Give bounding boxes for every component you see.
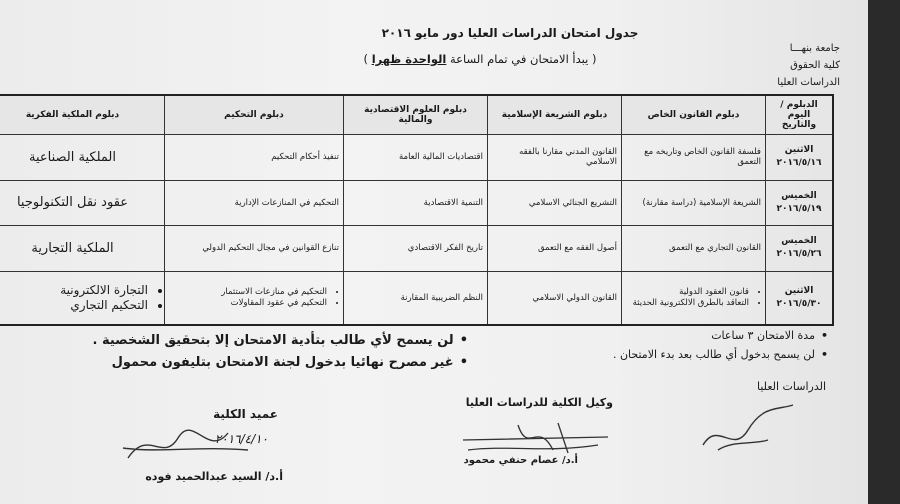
handwritten-signature-icon [118, 418, 258, 468]
day-date: ٢٠١٦/٥/٣٠ [776, 298, 822, 309]
vice-dean-name: أ.د/ عصام حنفي محمود [463, 455, 578, 466]
note-text: مدة الامتحان ٣ ساعات [711, 329, 815, 342]
list-item: • التحكيم التجاري [0, 298, 148, 312]
day-cell [766, 180, 834, 226]
bullet-icon: • [459, 333, 468, 348]
schedule-table [0, 94, 834, 326]
day-date: ٢٠١٦/٥/٢٦ [776, 249, 822, 260]
day-name: الاثنين [784, 145, 814, 156]
note-text: لن يسمح بدخول أي طالب بعد بدء الامتحان . [612, 348, 815, 361]
grad-studies-signature-label: الدراسات العليا [757, 380, 826, 393]
list-item: • التحكيم في منازعات الاستثمار [169, 287, 327, 297]
document-subtitle [260, 52, 700, 66]
day-cell [766, 226, 834, 272]
table-cell: القانون المدني مقارنا بالفقه الاسلامي [488, 135, 622, 181]
table-cell: عقود نقل التكنولوجيا [0, 180, 165, 226]
column-header: دبلوم القانون الخاص [622, 95, 766, 135]
institution-header [750, 40, 840, 91]
list-item: • التعاقد بالطرق الالكترونية الحديثة [626, 298, 749, 308]
handwritten-signature-icon [458, 415, 618, 460]
column-header: دبلوم العلوم الاقتصادية والمالية [344, 95, 488, 135]
table-cell: الملكية التجارية [0, 226, 165, 272]
column-header: دبلوم التحكيم [165, 95, 344, 135]
table-row [0, 226, 833, 272]
table-cell: الشريعة الإسلامية (دراسة مقارنة) [622, 180, 766, 226]
list-item: • قانون العقود الدولية [626, 287, 749, 297]
dean-title: عميد الكلية [213, 407, 278, 421]
table-cell [165, 271, 344, 325]
bullet-icon: • [459, 355, 468, 370]
note-text: غير مصرح نهائيا بدخول لجنة الامتحان بتليفون محمول [111, 355, 454, 370]
column-header: دبلوم الملكية الفكرية [0, 95, 165, 135]
day-name: الخميس [781, 236, 817, 247]
table-cell: اقتصاديات المالية العامة [344, 135, 488, 181]
table-cell: الملكية الصناعية [0, 135, 165, 181]
day-date: ٢٠١٦/٥/١٩ [776, 203, 822, 214]
table-cell: القانون التجاري مع التعمق [622, 226, 766, 272]
bullet-list [0, 283, 160, 312]
note-text: لن يسمح لأي طالب بتأدية الامتحان إلا بتحقيق الشخصية . [92, 333, 454, 348]
bullet-icon: • [820, 329, 828, 342]
table-cell: فلسفة القانون الخاص وتاريخه مع التعمق [622, 135, 766, 181]
day-name: الاثنين [784, 285, 814, 296]
column-header: دبلوم الشريعة الإسلامية [488, 95, 622, 135]
handwritten-date: ٢٠١٦/٤/١٠ [214, 432, 268, 446]
day-name: الخميس [781, 190, 817, 201]
table-row [0, 180, 833, 226]
list-item: • التجارة الالكترونية [0, 283, 148, 297]
corner-header: الدبلوم / اليوم والتاريخ [766, 95, 834, 135]
university-name: جامعة بنهـــا [789, 43, 840, 54]
list-item: • التحكيم في عقود المقاولات [169, 298, 327, 308]
faculty-name: كلية الحقوق [790, 60, 840, 71]
table-cell: التحكيم في المنازعات الإدارية [165, 180, 344, 226]
table-header-row [0, 95, 833, 135]
bullet-list [169, 287, 339, 308]
note-item [28, 330, 468, 352]
subtitle-time: الواحدة ظهرا [371, 52, 447, 66]
document-title: جدول امتحان الدراسات العليا دور مايو ٢٠١٦ [381, 26, 639, 40]
table-cell: تاريخ الفكر الاقتصادي [344, 226, 488, 272]
table-cell [622, 271, 766, 325]
subtitle-start: ( يبدأ الامتحان في تمام الساعة [450, 52, 597, 66]
table-cell: القانون الدولي الاسلامي [488, 271, 622, 325]
subtitle-end: ) [363, 52, 369, 66]
day-date: ٢٠١٦/٥/١٦ [776, 158, 822, 169]
notes-left [28, 330, 468, 374]
table-cell: تنازع القوانين في مجال التحكيم الدولي [165, 226, 344, 272]
table-row [0, 135, 833, 181]
table-cell: تنفيذ أحكام التحكيم [165, 135, 344, 181]
note-item [28, 352, 468, 374]
note-item [488, 326, 828, 345]
table-cell [0, 271, 165, 325]
bullet-icon: • [820, 348, 828, 361]
table-cell: التنمية الاقتصادية [344, 180, 488, 226]
table-cell: النظم الضريبية المقارنة [344, 271, 488, 325]
vice-dean-title: وكيل الكلية للدراسات العليا [465, 396, 613, 409]
day-cell [766, 135, 834, 181]
handwritten-signature-icon [698, 400, 798, 460]
notes-right [488, 326, 828, 364]
table-cell: التشريع الجنائي الاسلامي [488, 180, 622, 226]
note-item [488, 345, 828, 364]
day-cell [766, 271, 834, 325]
department-name: الدراسات العليا [777, 77, 840, 88]
bullet-list [626, 287, 761, 308]
dean-name: أ.د/ السيد عبدالحميد فوده [145, 470, 283, 483]
table-cell: أصول الفقه مع التعمق [488, 226, 622, 272]
table-row [0, 271, 833, 325]
